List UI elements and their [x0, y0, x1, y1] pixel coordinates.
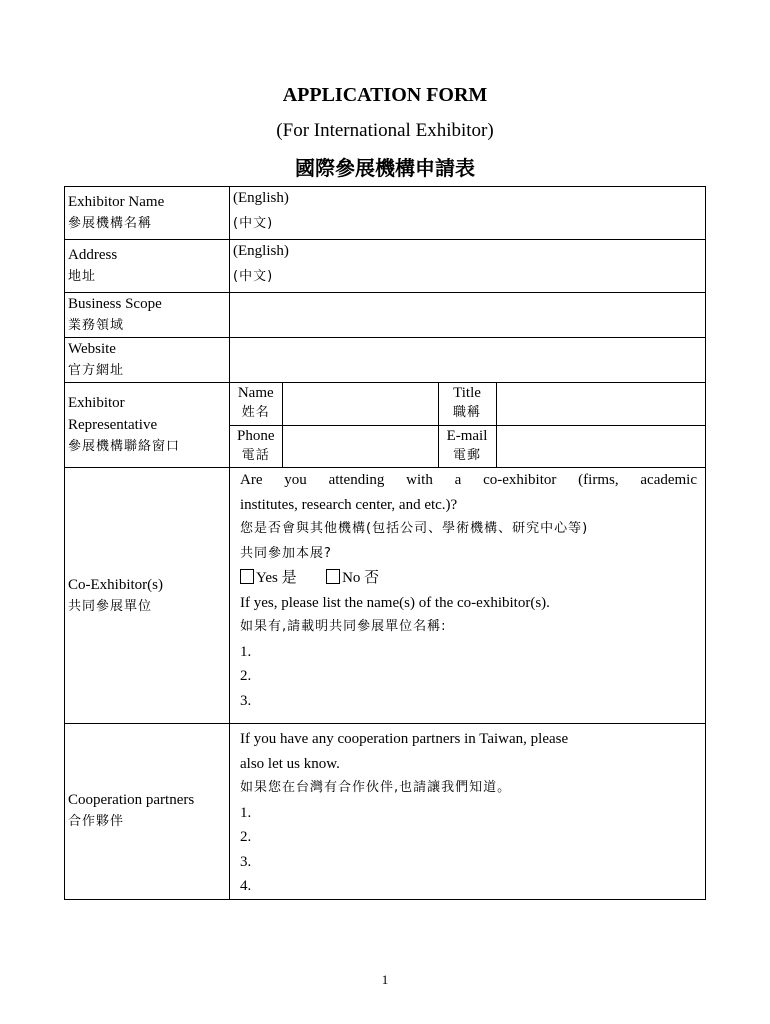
co-item[interactable]: 2. [240, 668, 252, 684]
yes-label: Yes 是 [256, 570, 297, 586]
coop-item[interactable]: 2. [240, 829, 252, 845]
representative-inner-table [230, 383, 705, 467]
page-number: 1 [381, 972, 389, 987]
address-row [65, 240, 706, 293]
representative-fields [230, 383, 706, 468]
representative-label: Exhibitor Representative 參展機構聯絡窗口 [65, 383, 230, 468]
co-instruction: If yes, please list the name(s) of the co-exhibitor(s). [240, 594, 550, 611]
address-label: Address 地址 [65, 240, 230, 293]
business-scope-label: Business Scope 業務領域 [65, 293, 230, 338]
co-exhibitor-content [230, 468, 706, 724]
application-form-table [64, 186, 706, 900]
exhibitor-name-label: Exhibitor Name 參展機構名稱 [65, 187, 230, 240]
co-exhibitor-row [65, 468, 706, 724]
rep-phone-label: Phone 電話 [230, 425, 282, 467]
rep-title-field[interactable] [496, 383, 705, 425]
rep-name-field[interactable] [282, 383, 438, 425]
coop-line-zh: 如果您在台灣有合作伙伴,也請讓我們知道。 [240, 780, 512, 795]
co-item[interactable]: 1. [240, 643, 252, 660]
co-exhibitor-label: Co-Exhibitor(s) 共同參展單位 [65, 468, 230, 724]
cooperation-content [230, 724, 706, 900]
rep-phone-field[interactable] [282, 425, 438, 467]
yes-checkbox[interactable] [240, 569, 254, 584]
no-label: No 否 [342, 570, 380, 586]
co-question-zh-line2: 共同參加本展? [240, 545, 332, 561]
coop-line2: also let us know. [240, 755, 340, 772]
co-question-zh-line1: 您是否會與其他機構(包括公司、學術機構、研究中心等) [240, 521, 589, 536]
form-title-zh: 國際參展機構申請表 [295, 156, 475, 180]
cooperation-row [65, 724, 706, 900]
coop-item[interactable]: 4. [240, 878, 252, 894]
co-question-line1: Are you attending with a co-exhibitor (firms, academic [240, 472, 697, 488]
rep-email-field[interactable] [496, 425, 705, 467]
no-checkbox[interactable] [326, 569, 340, 584]
website-row [65, 338, 706, 383]
rep-name-label: Name 姓名 [230, 383, 282, 425]
co-question-line2: institutes, research center, and etc.)? [240, 496, 458, 513]
website-label: Website 官方網址 [65, 338, 230, 383]
cooperation-label: Cooperation partners 合作夥伴 [65, 724, 230, 900]
co-yes-no-options [240, 566, 697, 591]
rep-email-label: E-mail 電郵 [438, 425, 496, 467]
business-scope-row [65, 293, 706, 338]
website-field[interactable] [230, 338, 706, 383]
business-scope-field[interactable] [230, 293, 706, 338]
address-field[interactable]: (English) (中文) [230, 240, 706, 293]
co-item[interactable]: 3. [240, 692, 252, 709]
form-subtitle: (For International Exhibitor) [276, 120, 494, 141]
form-title: APPLICATION FORM [282, 84, 488, 106]
coop-item[interactable]: 1. [240, 804, 252, 821]
exhibitor-name-row [65, 187, 706, 240]
rep-title-label: Title 職稱 [438, 383, 496, 425]
coop-line1: If you have any cooperation partners in Taiwan, please [240, 731, 569, 747]
coop-item[interactable]: 3. [240, 853, 252, 870]
representative-row [65, 383, 706, 468]
co-instruction-zh: 如果有,請載明共同參展單位名稱: [240, 619, 447, 634]
exhibitor-name-field[interactable]: (English) (中文) [230, 187, 706, 240]
